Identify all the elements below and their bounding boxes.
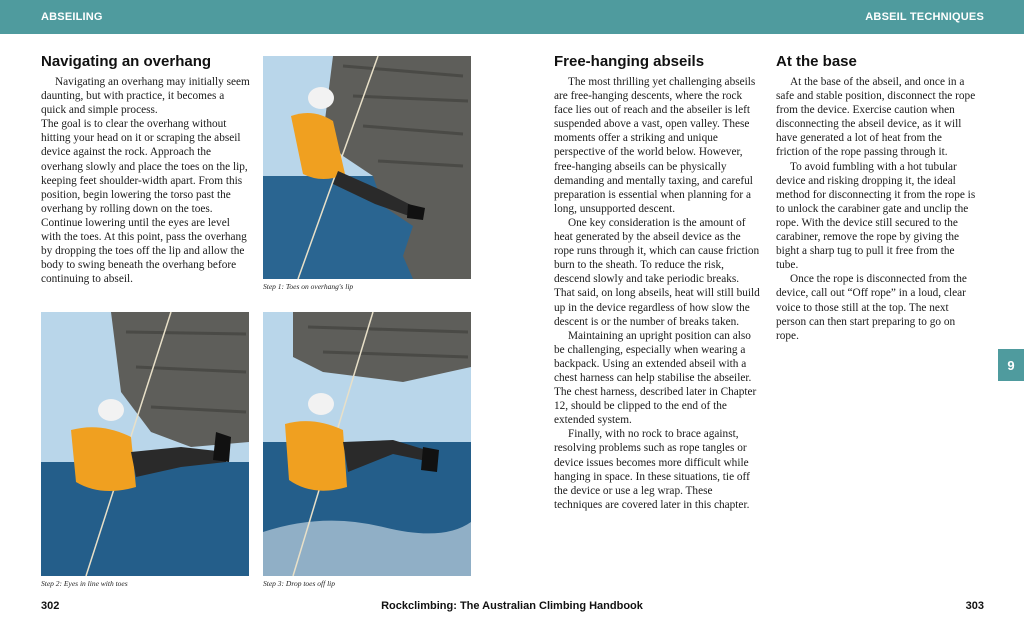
paragraph: At the base of the abseil, and once in a safe and stable position, disconnect the rope from the device. Exercise caution when disconnecting the abseil device, as it will have generated a lot of heat from the friction of the rope passing through it. bbox=[776, 76, 976, 159]
heading-at-the-base: At the base bbox=[776, 53, 857, 70]
caption-step-2: Step 2: Eyes in line with toes bbox=[41, 579, 128, 588]
photo-step-1 bbox=[263, 56, 471, 279]
section-label: ABSEILING bbox=[41, 11, 103, 23]
page-number-right: 303 bbox=[965, 600, 984, 612]
header-bar bbox=[0, 0, 1024, 34]
paragraph: The goal is to clear the overhang without hitting your head on it or scraping the abseil device against the rock. Approach the overhang slowly and place the toes on the lip, keeping feet shoulder-width apart. From this position, begin lowering the torso past the overhang by rolling down on the toes. Continue lowering until the eyes are level with the toes. At this point, pass the overhang by dropping the toes off the lip and allow the body to swing beneath the overhang before continuing to abseil. bbox=[41, 118, 248, 286]
paragraph: Finally, with no rock to brace against, resolving problems such as rope tangles or device issues becomes more difficult while hanging in space. In these situations, tie off the device or use a leg wrap. These techniques are covered later in this chapter. bbox=[554, 428, 750, 511]
photo-step-2 bbox=[41, 312, 249, 576]
at-the-base-body bbox=[776, 75, 976, 343]
heading-free-hanging-abseils: Free-hanging abseils bbox=[554, 53, 705, 70]
paragraph: One key consideration is the amount of heat generated by the abseil device as the rope runs through it, which can cause friction burn to the sheath. To reduce the risk, descend slowly and take periodic breaks. That said, on long abseils, heat will still build up in the device regardless of how slow the descent is or the number of breaks taken. bbox=[554, 216, 760, 328]
photo-step-3 bbox=[263, 312, 471, 576]
chapter-tab: 9 bbox=[998, 349, 1024, 381]
paragraph: The most thrilling yet challenging abseils are free-hanging descents, where the rock face lies out of reach and the abseiler is left suspended above a vast, open valley. These moments offer a striking and unique perspective of the world below. However, free-hanging abseils can be physically demanding and mentally taxing, and careful preparation is essential when planning for a long, unsupported descent. bbox=[554, 76, 756, 215]
book-title: Rockclimbing: The Australian Climbing Handbook bbox=[381, 600, 643, 612]
paragraph: Maintaining an upright position can also be challenging, especially when wearing a backpack. Using an extended abseil with a chest harness can help stabilise the abseiler. The chest harness, described later in Chapter 12, should be clipped to the end of the extended system. bbox=[554, 329, 757, 427]
paragraph: To avoid fumbling with a hot tubular device and risking dropping it, the ideal method for disconnecting it from the rope is to unlock the carabiner gate and unclip the rope. With the device still secured to the carabiner, remove the rope by giving the bight a sharp tug to pull it free from the tube. bbox=[776, 160, 976, 272]
heading-navigating-overhang: Navigating an overhang bbox=[41, 53, 212, 70]
caption-step-1: Step 1: Toes on overhang's lip bbox=[263, 282, 354, 291]
free-hanging-body bbox=[554, 75, 760, 512]
paragraph: Once the rope is disconnected from the device, call out “Off rope” in a loud, clear voice to those still at the top. The next person can then start preparing to go on rope. bbox=[776, 273, 967, 342]
overhang-body bbox=[41, 75, 251, 286]
caption-step-3: Step 3: Drop toes off lip bbox=[263, 579, 336, 588]
page-number-left: 302 bbox=[41, 600, 60, 612]
subsection-label: ABSEIL TECHNIQUES bbox=[865, 11, 984, 23]
paragraph: Navigating an overhang may initially seem daunting, but with practice, it becomes a quick and simple process. bbox=[41, 76, 250, 117]
